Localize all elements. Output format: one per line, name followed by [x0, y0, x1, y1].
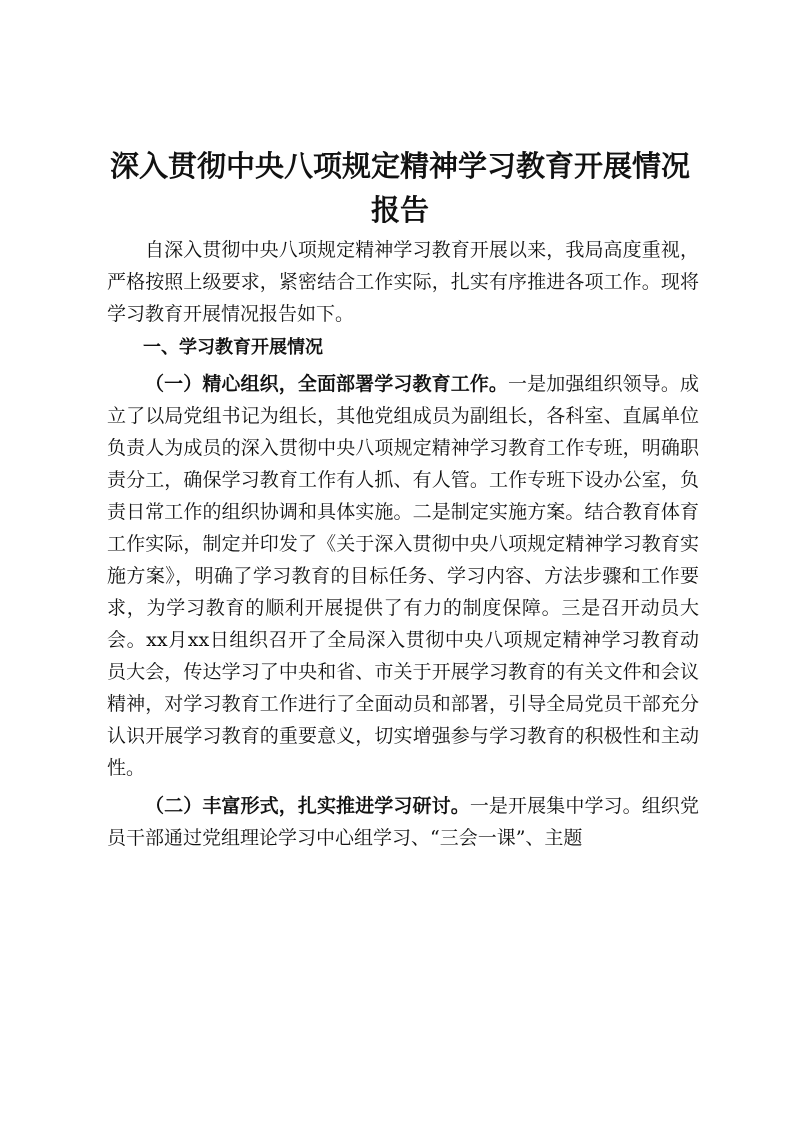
subsection2-paragraph: [107, 790, 699, 854]
document-title-line1: 深入贯彻中央八项规定精神学习教育开展情况: [109, 149, 690, 183]
subsection2-lead: （二）丰富形式，扎实推进学习研讨。: [145, 795, 470, 817]
subsection1-paragraph: [107, 368, 699, 784]
subsection2-body: 一是开展集中学习。组织党员干部通过党组理论学习中心组学习、“三会一课”、主题: [107, 795, 699, 849]
subsection1-body: 一是加强组织领导。成立了以局党组书记为组长，其他党组成员为副组长，各科室、直属单位负责人为成员的深入贯彻中央八项规定精神学习教育工作专班，明确职责分工，确保学习教育工作有人抓、有人管。工作专班下设办公室，负责日常工作的组织协调和具体实施。二是制定实施方案。结合教育体育工作实际，制定并印发了《关于深入贯彻中央八项规定精神学习教育实施方案》，明确了学习教育的目标任务、学习内容、方法步骤和工作要求，为学习教育的顺利开展提供了有力的制度保障。三是召开动员大会。xx月xx日组织召开了全局深入贯彻中央八项规定精神学习教育动员大会，传达学习了中央和省、市关于开展学习教育的有关文件和会议精神，对学习教育工作进行了全面动员和部署，引导全局党员干部充分认识开展学习教育的重要意义，切实增强参与学习教育的积极性和主动性。: [107, 373, 699, 779]
section1-heading: 一、学习教育开展情况: [143, 337, 323, 358]
document-body: [107, 234, 699, 854]
intro-paragraph: 自深入贯彻中央八项规定精神学习教育开展以来，我局高度重视，严格按照上级要求，紧密结合工作实际，扎实有序推进各项工作。现将学习教育开展情况报告如下。: [107, 239, 699, 325]
subsection1-lead: （一）精心组织，全面部署学习教育工作。: [145, 373, 509, 395]
document-title-line2: 报告: [370, 193, 429, 227]
